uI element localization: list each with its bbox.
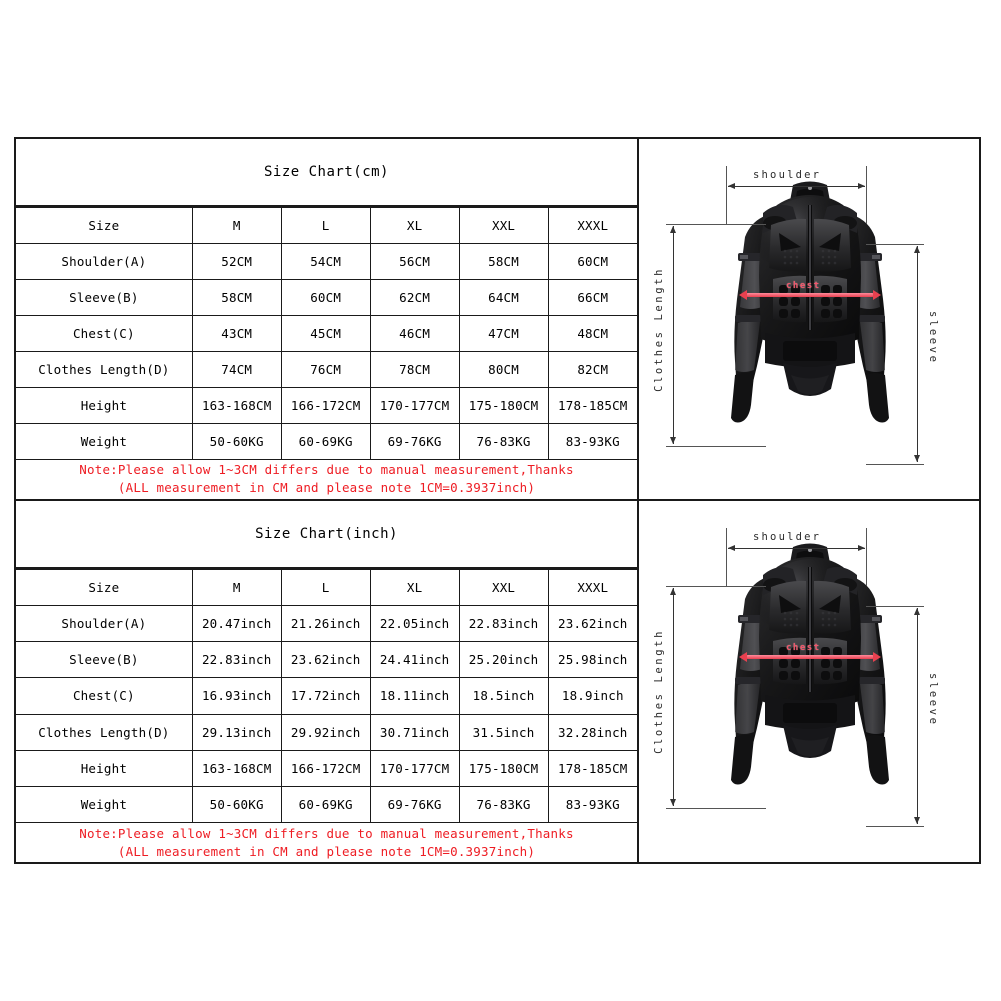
note-row <box>16 823 637 862</box>
cell-value: 163-168CM <box>192 388 281 424</box>
table-row <box>16 424 637 460</box>
shoulder-arrow <box>728 186 865 187</box>
table-row <box>16 642 637 678</box>
sleeve-guide-top <box>866 606 924 607</box>
shoulder-guide-left <box>726 528 727 586</box>
table-pane <box>16 501 639 863</box>
cell-value: 60-69KG <box>281 424 370 460</box>
clothes-length-guide-bottom <box>666 808 766 809</box>
cell-value: 17.72inch <box>281 678 370 714</box>
cell-value: 22.05inch <box>370 605 459 641</box>
cell-value: 166-172CM <box>281 388 370 424</box>
sleeve-guide-bottom <box>866 464 924 465</box>
size-table-body <box>16 208 637 499</box>
measurement-note <box>16 823 637 862</box>
cell-value: 83-93KG <box>548 787 637 823</box>
cell-value: 52CM <box>192 244 281 280</box>
cell-value: 47CM <box>459 316 548 352</box>
column-header-xl: XL <box>370 208 459 244</box>
cell-value: 43CM <box>192 316 281 352</box>
note-row <box>16 460 637 499</box>
table-row <box>16 388 637 424</box>
column-header-size: Size <box>16 569 192 605</box>
clothes-length-arrow <box>673 226 674 444</box>
chart-title: Size Chart(cm) <box>16 139 637 207</box>
sleeve-guide-bottom <box>866 826 924 827</box>
cell-value: 25.98inch <box>548 642 637 678</box>
clothes-length-label: Clothes Length <box>653 628 665 754</box>
cell-value: 82CM <box>548 352 637 388</box>
cell-value: 21.26inch <box>281 605 370 641</box>
table-row <box>16 714 637 750</box>
shoulder-arrow <box>728 548 865 549</box>
chest-label: chest <box>786 281 821 291</box>
cell-value: 18.5inch <box>459 678 548 714</box>
shoulder-guide-left <box>726 166 727 224</box>
cell-value: 16.93inch <box>192 678 281 714</box>
cell-value: 175-180CM <box>459 750 548 786</box>
cell-value: 69-76KG <box>370 424 459 460</box>
shoulder-label: shoulder <box>753 530 822 543</box>
clothes-length-arrow <box>673 588 674 806</box>
column-header-xxl: XXL <box>459 569 548 605</box>
table-pane <box>16 139 639 499</box>
sleeve-label: sleeve <box>927 311 939 365</box>
table-row <box>16 316 637 352</box>
cell-value: 74CM <box>192 352 281 388</box>
cell-value: 66CM <box>548 280 637 316</box>
column-header-xxxl: XXXL <box>548 208 637 244</box>
cell-value: 50-60KG <box>192 424 281 460</box>
cell-value: 83-93KG <box>548 424 637 460</box>
cell-value: 18.9inch <box>548 678 637 714</box>
row-label: Clothes Length(D) <box>16 714 192 750</box>
clothes-length-label: Clothes Length <box>653 267 665 392</box>
chest-measure-arrow <box>746 293 874 297</box>
note-line-1: Note:Please allow 1~3CM differs due to manual measurement,Thanks <box>79 462 574 478</box>
sleeve-arrow <box>917 608 918 824</box>
cell-value: 60CM <box>548 244 637 280</box>
column-header-xl: XL <box>370 569 459 605</box>
cell-value: 24.41inch <box>370 642 459 678</box>
table-header-row <box>16 208 637 244</box>
clothes-length-guide-top <box>666 586 766 587</box>
column-header-xxxl: XXXL <box>548 569 637 605</box>
cell-value: 170-177CM <box>370 750 459 786</box>
sleeve-arrow <box>917 246 918 462</box>
note-line-2: (ALL measurement in CM and please note 1CM=0.3937inch) <box>117 843 536 859</box>
row-label: Chest(C) <box>16 316 192 352</box>
chart-panel-cm <box>16 139 979 501</box>
product-diagram-pane <box>639 501 979 863</box>
cell-value: 60-69KG <box>281 787 370 823</box>
row-label: Weight <box>16 787 192 823</box>
clothes-length-guide-top <box>666 224 766 225</box>
table-row <box>16 605 637 641</box>
row-label: Shoulder(A) <box>16 244 192 280</box>
cell-value: 46CM <box>370 316 459 352</box>
cell-value: 20.47inch <box>192 605 281 641</box>
cell-value: 178-185CM <box>548 388 637 424</box>
column-header-m: M <box>192 569 281 605</box>
size-table <box>16 207 637 499</box>
table-row <box>16 352 637 388</box>
chart-title: Size Chart(inch) <box>16 501 637 569</box>
clothes-length-guide-bottom <box>666 446 766 447</box>
row-label: Sleeve(B) <box>16 280 192 316</box>
cell-value: 60CM <box>281 280 370 316</box>
cell-value: 25.20inch <box>459 642 548 678</box>
cell-value: 31.5inch <box>459 714 548 750</box>
cell-value: 69-76KG <box>370 787 459 823</box>
cell-value: 78CM <box>370 352 459 388</box>
column-header-l: L <box>281 208 370 244</box>
chart-panel-inch <box>16 501 979 863</box>
column-header-xxl: XXL <box>459 208 548 244</box>
cell-value: 80CM <box>459 352 548 388</box>
table-row <box>16 750 637 786</box>
cell-value: 29.92inch <box>281 714 370 750</box>
row-label: Sleeve(B) <box>16 642 192 678</box>
cell-value: 30.71inch <box>370 714 459 750</box>
chest-label: chest <box>786 642 821 653</box>
shoulder-guide-right <box>866 528 867 586</box>
row-label: Chest(C) <box>16 678 192 714</box>
cell-value: 54CM <box>281 244 370 280</box>
cell-value: 170-177CM <box>370 388 459 424</box>
product-diagram-pane <box>639 139 979 499</box>
cell-value: 58CM <box>192 280 281 316</box>
cell-value: 166-172CM <box>281 750 370 786</box>
sleeve-label: sleeve <box>927 672 939 727</box>
cell-value: 76-83KG <box>459 424 548 460</box>
table-row <box>16 244 637 280</box>
sleeve-guide-top <box>866 244 924 245</box>
table-row <box>16 787 637 823</box>
body-armor-jacket-image <box>705 537 915 792</box>
table-header-row <box>16 569 637 605</box>
cell-value: 48CM <box>548 316 637 352</box>
cell-value: 22.83inch <box>459 605 548 641</box>
column-header-l: L <box>281 569 370 605</box>
cell-value: 50-60KG <box>192 787 281 823</box>
cell-value: 23.62inch <box>281 642 370 678</box>
cell-value: 18.11inch <box>370 678 459 714</box>
row-label: Height <box>16 750 192 786</box>
row-label: Clothes Length(D) <box>16 352 192 388</box>
size-table-body <box>16 569 637 862</box>
shoulder-label: shoulder <box>753 169 822 181</box>
chest-measure-arrow <box>746 655 874 659</box>
cell-value: 56CM <box>370 244 459 280</box>
table-row <box>16 678 637 714</box>
row-label: Weight <box>16 424 192 460</box>
measurement-note <box>16 460 637 499</box>
size-table <box>16 569 637 863</box>
cell-value: 62CM <box>370 280 459 316</box>
shoulder-guide-right <box>866 166 867 224</box>
table-row <box>16 280 637 316</box>
cell-value: 45CM <box>281 316 370 352</box>
cell-value: 76CM <box>281 352 370 388</box>
row-label: Height <box>16 388 192 424</box>
cell-value: 163-168CM <box>192 750 281 786</box>
cell-value: 22.83inch <box>192 642 281 678</box>
note-line-2: (ALL measurement in CM and please note 1CM=0.3937inch) <box>117 480 536 496</box>
cell-value: 29.13inch <box>192 714 281 750</box>
cell-value: 175-180CM <box>459 388 548 424</box>
cell-value: 178-185CM <box>548 750 637 786</box>
size-chart-frame <box>14 137 981 864</box>
cell-value: 58CM <box>459 244 548 280</box>
column-header-m: M <box>192 208 281 244</box>
cell-value: 64CM <box>459 280 548 316</box>
cell-value: 76-83KG <box>459 787 548 823</box>
cell-value: 23.62inch <box>548 605 637 641</box>
note-line-1: Note:Please allow 1~3CM differs due to manual measurement,Thanks <box>79 825 574 841</box>
row-label: Shoulder(A) <box>16 605 192 641</box>
cell-value: 32.28inch <box>548 714 637 750</box>
column-header-size: Size <box>16 208 192 244</box>
body-armor-jacket-image <box>705 175 915 430</box>
